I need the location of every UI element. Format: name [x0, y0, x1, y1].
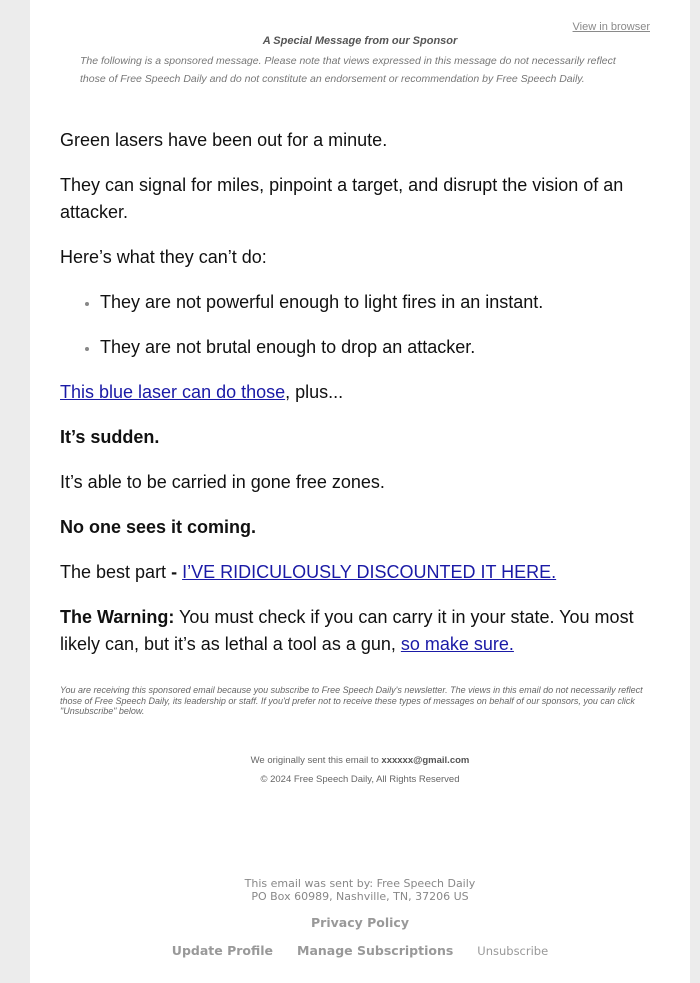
- manage-subscriptions-link[interactable]: Manage Subscriptions: [297, 943, 454, 958]
- unsubscribe-link[interactable]: Unsubscribe: [477, 944, 549, 958]
- list-item: • They are not brutal enough to drop an attacker.: [100, 334, 660, 361]
- email-body: [60, 127, 660, 676]
- sender-info: [30, 877, 690, 903]
- paragraph-sudden: [60, 424, 660, 451]
- list-item: • They are not powerful enough to light fires in an instant.: [100, 289, 660, 316]
- best-part-dash: -: [166, 562, 183, 582]
- sender-address: PO Box 60989, Nashville, TN, 37206 US: [251, 890, 469, 903]
- paragraph-blue-laser-rest: , plus...: [285, 382, 344, 402]
- blue-laser-link[interactable]: This blue laser can do those: [60, 382, 286, 402]
- paragraph-best-part: [60, 559, 660, 586]
- original-recipient: [30, 755, 690, 766]
- orig-sent-prefix: We originally sent this email to: [250, 755, 382, 766]
- best-part-text: The best part: [60, 562, 167, 582]
- footer-links: [30, 943, 690, 958]
- paragraph-intro: Green lasers have been out for a minute.: [60, 130, 388, 150]
- recipient-email: xxxxxx@gmail.com: [381, 755, 470, 766]
- privacy-policy-link[interactable]: Privacy Policy: [311, 915, 409, 930]
- paragraph-gun-free: It’s able to be carried in gone free zones.: [60, 472, 385, 492]
- copyright: © 2024 Free Speech Daily, All Rights Reserved: [260, 774, 460, 785]
- sponsor-disclaimer: The following is a sponsored message. Please note that views expressed in this message do not necessarily reflect those of Free Speech Daily and do not constitute an endorsement or recommendation by Free Speech Daily.: [80, 55, 616, 85]
- paragraph-signal: They can signal for miles, pinpoint a target, and disrupt the vision of an attacker.: [60, 175, 624, 222]
- sudden-text: It’s sudden.: [60, 427, 160, 447]
- sponsor-title: A Special Message from our Sponsor: [262, 35, 458, 47]
- limitations-list: [60, 289, 660, 361]
- discount-link[interactable]: I’VE RIDICULOUSLY DISCOUNTED IT HERE.: [182, 562, 557, 582]
- update-profile-link[interactable]: Update Profile: [171, 943, 274, 958]
- make-sure-link[interactable]: so make sure.: [400, 634, 514, 654]
- view-in-browser-link[interactable]: View in browser: [572, 21, 650, 33]
- paragraph-blue-laser: [60, 379, 660, 406]
- warning-text: You must check if you can carry it in your state. You most likely can, but it’s as lethal a tool as a gun,: [60, 607, 634, 654]
- email-container: [30, 0, 690, 983]
- subscription-fine-print: You are receiving this sponsored email because you subscribe to Free Speech Daily's newsletter. The views in this email do not necessarily reflect those of Free Speech Daily, its leadership or staff. If you'd prefer not to receive these types of messages on behalf of our sponsors, you can click "Unsubscribe" below.: [60, 685, 643, 716]
- sent-by: This email was sent by: Free Speech Daily: [244, 877, 476, 890]
- paragraph-no-one-sees: [60, 514, 660, 541]
- paragraph-warning: [60, 604, 660, 658]
- warning-label: The Warning:: [60, 607, 175, 627]
- no-one-sees-text: No one sees it coming.: [60, 517, 257, 537]
- paragraph-cant-do: Here’s what they can’t do:: [60, 247, 267, 267]
